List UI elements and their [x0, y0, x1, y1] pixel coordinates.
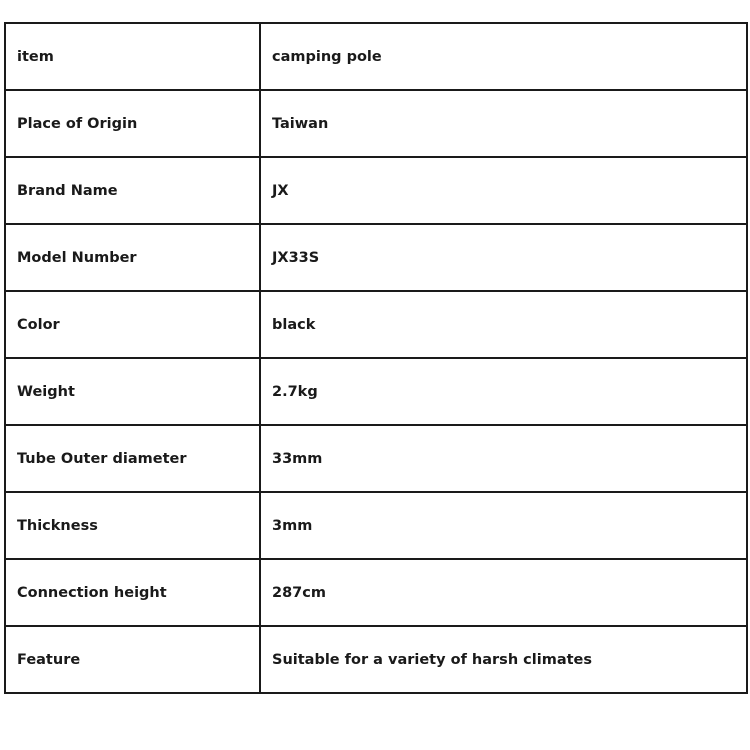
table-row: [5, 358, 747, 425]
spec-value: 3mm: [260, 492, 747, 559]
table-row: [5, 90, 747, 157]
table-row: [5, 626, 747, 693]
spec-label: Place of Origin: [5, 90, 260, 157]
product-spec-table: [4, 22, 748, 694]
spec-label: Color: [5, 291, 260, 358]
spec-value: 287cm: [260, 559, 747, 626]
spec-label: Connection height: [5, 559, 260, 626]
table-row: [5, 492, 747, 559]
spec-label: Model Number: [5, 224, 260, 291]
spec-value: 2.7kg: [260, 358, 747, 425]
spec-value: JX33S: [260, 224, 747, 291]
table-row: [5, 425, 747, 492]
spec-value: Suitable for a variety of harsh climates: [260, 626, 747, 693]
table-row: [5, 224, 747, 291]
spec-value: 33mm: [260, 425, 747, 492]
table-row: [5, 23, 747, 90]
spec-label: Weight: [5, 358, 260, 425]
spec-label: Brand Name: [5, 157, 260, 224]
spec-label: item: [5, 23, 260, 90]
spec-value: black: [260, 291, 747, 358]
spec-value: JX: [260, 157, 747, 224]
spec-label: Tube Outer diameter: [5, 425, 260, 492]
table-row: [5, 559, 747, 626]
table-row: [5, 291, 747, 358]
spec-value: Taiwan: [260, 90, 747, 157]
table-row: [5, 157, 747, 224]
spec-value: camping pole: [260, 23, 747, 90]
spec-label: Thickness: [5, 492, 260, 559]
spec-label: Feature: [5, 626, 260, 693]
